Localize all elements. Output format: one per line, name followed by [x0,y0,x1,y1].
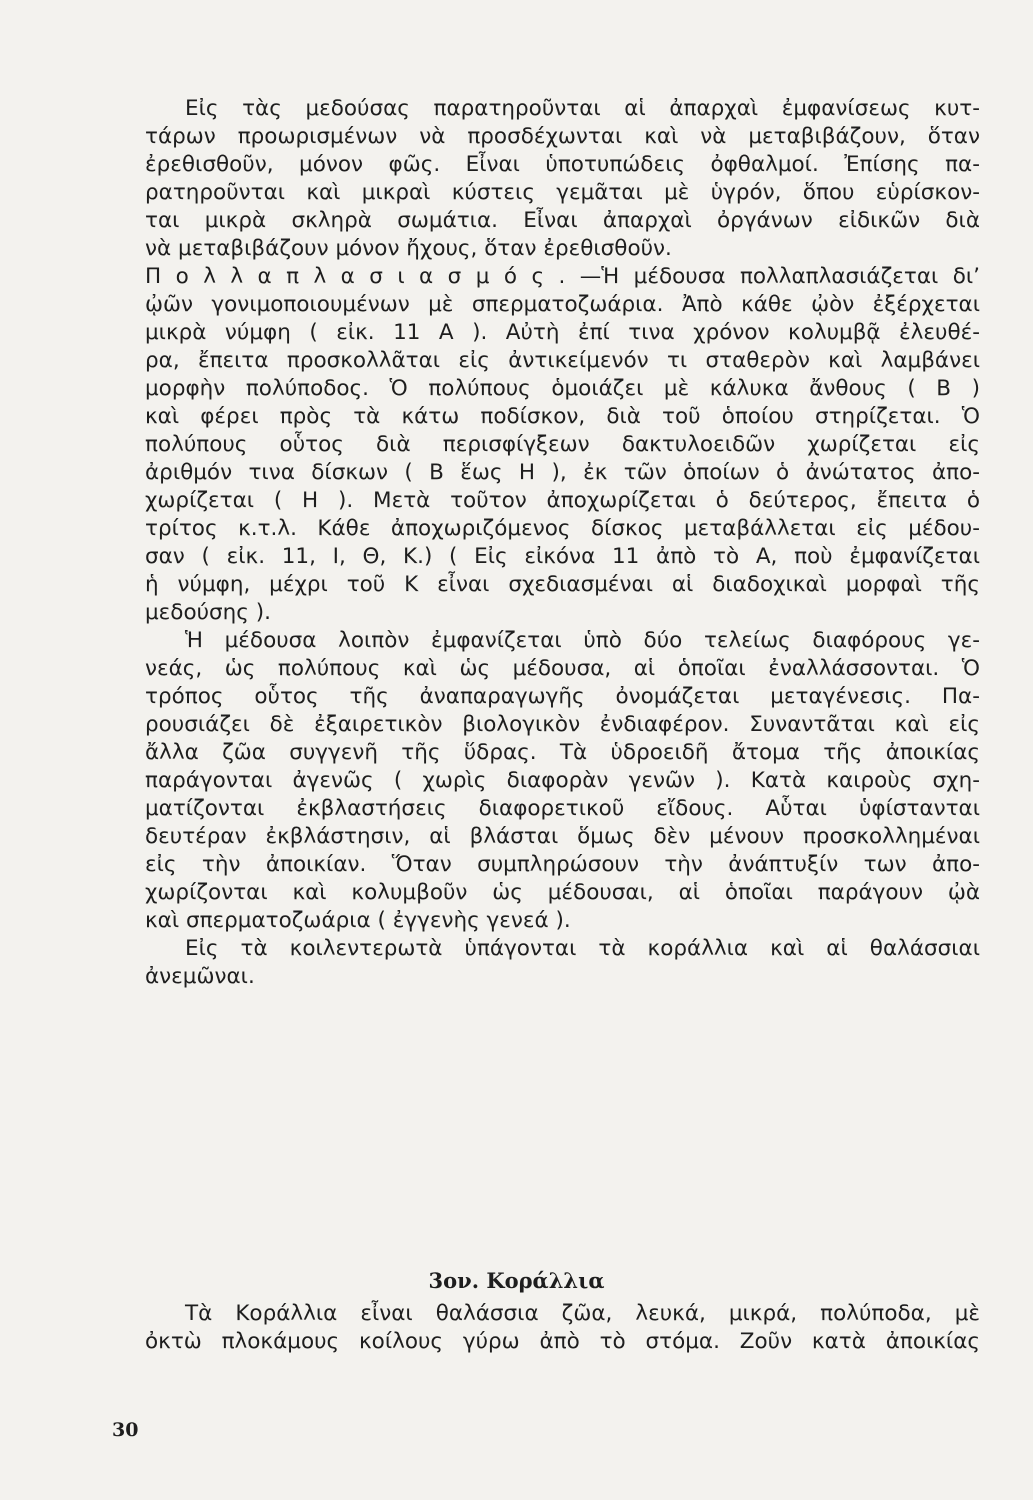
text-line: χωρίζεται ( Η ). Μετὰ τοῦτον ἀποχωρίζεται ὁ δεύτερος, ἔπειτα ὁ [145,488,980,513]
text-line: σαν ( εἰκ. 11, Ι, Θ, Κ.) ( Εἰς εἰκόνα 11 ἀπὸ τὸ Α, ποὺ ἐμφανίζεται [145,544,980,569]
section-text [145,1300,980,1356]
text-line: ἀριθμόν τινα δίσκων ( Β ἕως Η ), ἐκ τῶν ὁποίων ὁ ἀνώτατος ἀπο- [145,460,980,485]
text-line: τρίτος κ.τ.λ. Κάθε ἀποχωριζόμενος δίσκος μεταβάλλεται εἰς μέδου- [145,516,980,541]
text-line: νὰ μεταβιβάζουν μόνον ἤχους, ὅταν ἐρεθισθοῦν. [145,236,672,261]
text-line: Εἰς τὰς μεδούσας παρατηροῦνται αἱ ἀπαρχαὶ ἐμφανίσεως κυτ- [185,96,980,121]
text-line: μορφὴν πολύποδος. Ὁ πολύπους ὁμοιάζει μὲ κάλυκα ἄνθους ( Β ) [145,376,980,401]
text-line: ᾠῶν γονιμοποιουμένων μὲ σπερματοζωάρια. Ἀπὸ κάθε ᾠὸν ἐξέρχεται [145,292,980,317]
page-number: 30 [112,1419,139,1441]
text-line: χωρίζονται καὶ κολυμβοῦν ὡς μέδουσαι, αἱ ὁποῖαι παράγουν ᾠὰ [145,880,980,905]
text-line: μικρὰ νύμφη ( εἰκ. 11 Α ). Αὐτὴ ἐπί τινα χρόνον κολυμβᾷ ἐλευθέ- [145,320,980,345]
text-line: Ἡ μέδουσα λοιπὸν ἐμφανίζεται ὑπὸ δύο τελείως διαφόρους γε- [185,628,980,653]
text-line: δευτέραν ἐκβλάστησιν, αἱ βλάσται ὅμως δὲν μένουν προσκολλημέναι [145,824,980,849]
text-line: ρουσιάζει δὲ ἐξαιρετικὸν βιολογικὸν ἐνδιαφέρον. Συναντᾶται καὶ εἰς [145,712,980,737]
text-line: παράγονται ἀγενῶς ( χωρὶς διαφορὰν γενῶν ). Κατὰ καιροὺς σχη- [145,768,980,793]
text-line: ρατηροῦνται καὶ μικραὶ κύστεις γεμᾶται μὲ ὑγρόν, ὅπου εὑρίσκον- [145,180,980,205]
text-line: ὀκτὼ πλοκάμους κοίλους γύρω ἀπὸ τὸ στόμα. Ζοῦν κατὰ ἀποικίας [145,1329,980,1354]
text-line: μεδούσης ). [145,600,271,625]
text-line: Τὰ Κοράλλια εἶναι θαλάσσια ζῶα, λευκά, μικρά, πολύποδα, μὲ [185,1301,980,1326]
text-line: εἰς τὴν ἀποικίαν. Ὅταν συμπληρώσουν τὴν ἀνάπτυξίν των ἀπο- [145,852,980,877]
text-line: καὶ σπερματοζωάρια ( ἐγγενὴς γενεά ). [145,908,571,933]
text-line: ματίζονται ἐκβλαστήσεις διαφορετικοῦ εἴδους. Αὗται ὑφίστανται [145,796,980,821]
text-line: τρόπος οὗτος τῆς ἀναπαραγωγῆς ὀνομάζεται μεταγένεσις. Πα- [145,684,980,709]
text-line: ται μικρὰ σκληρὰ σωμάτια. Εἶναι ἀπαρχαὶ ὀργάνων εἰδικῶν διὰ [145,208,980,233]
text-line: Εἰς τὰ κοιλεντερωτὰ ὑπάγονται τὰ κοράλλια καὶ αἱ θαλάσσιαι [185,936,980,961]
text-line: πολύπους οὗτος διὰ περισφίγξεων δακτυλοειδῶν χωρίζεται εἰς [145,432,980,457]
text-line: ρα, ἔπειτα προσκολλᾶται εἰς ἀντικείμενόν τι σταθερὸν καὶ λαμβάνει [145,348,980,373]
text-line: νεάς, ὡς πολύπους καὶ ὡς μέδουσα, αἱ ὁποῖαι ἐναλλάσσονται. Ὁ [145,656,980,681]
main-text [145,95,980,991]
text-line: καὶ φέρει πρὸς τὰ κάτω ποδίσκον, διὰ τοῦ ὁποίου στηρίζεται. Ὁ [145,404,980,429]
text-line: ἐρεθισθοῦν, μόνον φῶς. Εἶναι ὑποτυπώδεις ὀφθαλμοί. Ἐπίσης πα- [145,152,980,177]
section-heading: 3ον. Κοράλλια [428,1268,605,1293]
text-line: ἄλλα ζῶα συγγενῆ τῆς ὕδρας. Τὰ ὑδροειδῆ ἄτομα τῆς ἀποικίας [145,740,980,765]
text-line: τάρων προωρισμένων νὰ προσδέχωνται καὶ νὰ μεταβιβάζουν, ὅταν [145,124,980,149]
text-line: ἡ νύμφη, μέχρι τοῦ Κ εἶναι σχεδιασμέναι αἱ διαδοχικαὶ μορφαὶ τῆς [145,572,980,597]
text-line: ἀνεμῶναι. [145,964,255,989]
text-line: Π ο λ λ α π λ α σ ι α σ μ ό ς . —Ἡ μέδουσα πολλαπλασιάζεται δι’ [145,264,980,289]
